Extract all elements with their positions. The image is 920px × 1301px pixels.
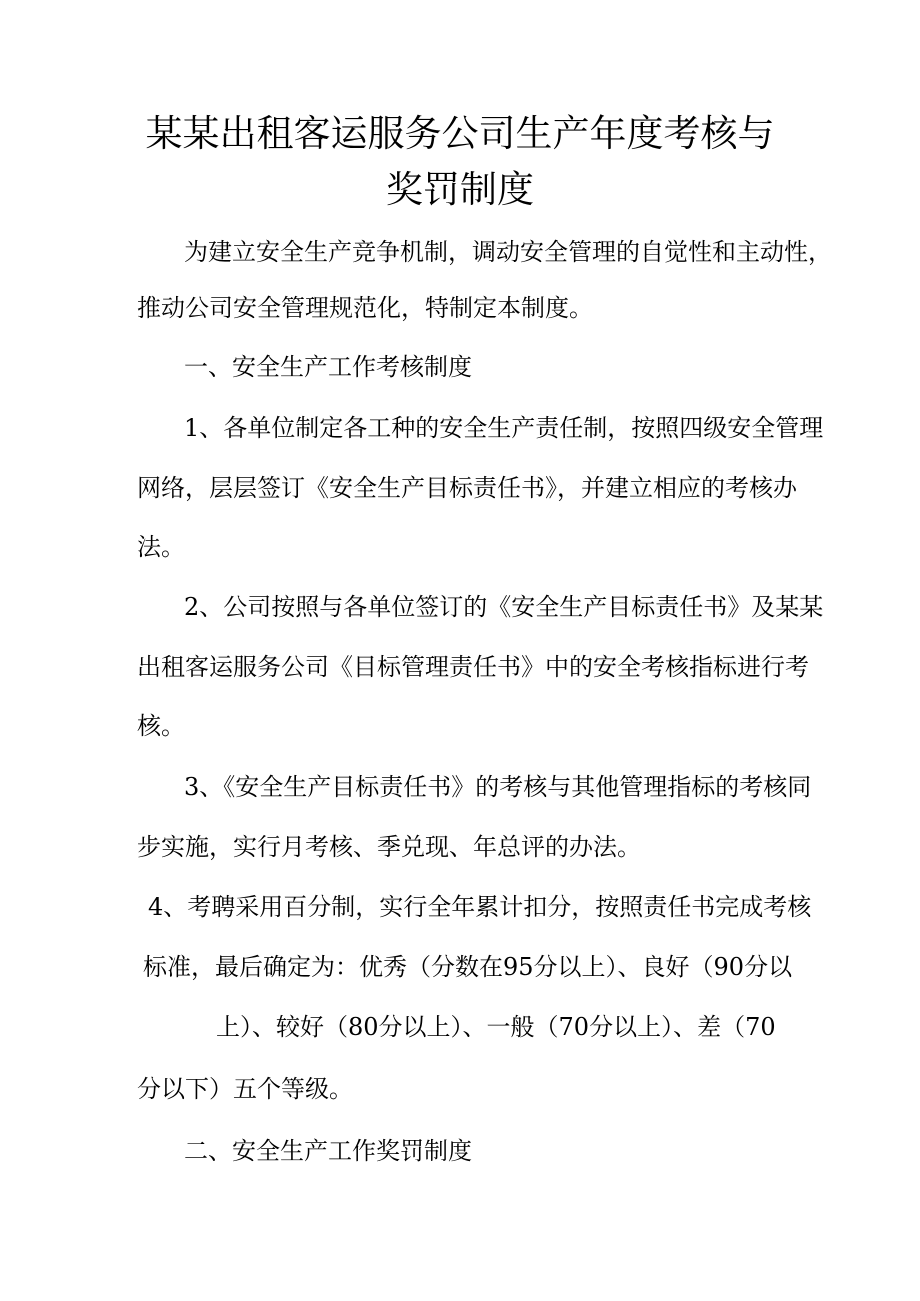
- section-heading-1: 一、安全生产工作考核制度: [184, 353, 472, 381]
- item-2-line-2: 出租客运服务公司《目标管理责任书》中的安全考核指标进行考: [137, 653, 809, 681]
- item-3-line-1: 3、《安全生产目标责任书》的考核与其他管理指标的考核同: [184, 773, 812, 801]
- document-title-line-2: 奖罚制度: [386, 168, 534, 211]
- item-4-line-3: 上）、较好（80分以上）、一般（70分以上）、差（70: [216, 1013, 776, 1041]
- document-title-line-1: 某某出租客运服务公司生产年度考核与: [145, 112, 775, 155]
- item-1-line-2: 网络，层层签订《安全生产目标责任书》，并建立相应的考核办: [137, 474, 797, 502]
- item-2-line-1: 2、公司按照与各单位签订的《安全生产目标责任书》及某某: [184, 593, 824, 621]
- item-4-line-2: 标准，最后确定为：优秀（分数在95分以上）、良好（90分以: [143, 953, 793, 981]
- section-heading-2: 二、安全生产工作奖罚制度: [184, 1137, 472, 1165]
- item-2-line-3: 核。: [137, 712, 185, 740]
- item-4-line-1: 4、考聘采用百分制，实行全年累计扣分，按照责任书完成考核: [148, 893, 812, 921]
- intro-line-2: 推动公司安全管理规范化，特制定本制度。: [137, 294, 593, 322]
- item-4-line-4: 分以下）五个等级。: [137, 1075, 353, 1103]
- intro-line-1: 为建立安全生产竞争机制，调动安全管理的自觉性和主动性，: [184, 238, 832, 266]
- item-1-line-1: 1、各单位制定各工种的安全生产责任制，按照四级安全管理: [184, 414, 824, 442]
- item-3-line-2: 步实施，实行月考核、季兑现、年总评的办法。: [137, 833, 641, 861]
- item-1-line-3: 法。: [137, 533, 185, 561]
